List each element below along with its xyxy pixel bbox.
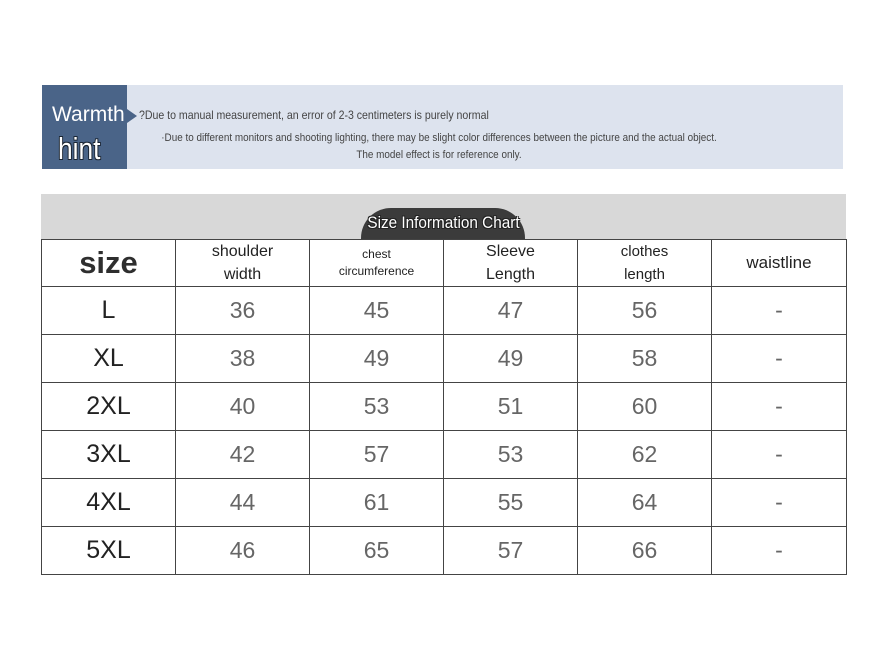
header-clothes-length: clothes length [578,240,712,287]
shoulder-cell: 38 [176,335,310,383]
table-row [42,431,847,479]
waist-cell: - [712,335,847,383]
arrow-right-icon [127,109,137,123]
sleeve-cell: 55 [444,479,578,527]
length-cell: 56 [578,287,712,335]
chest-cell: 49 [310,335,444,383]
header-sleeve-length: Sleeve Length [444,240,578,287]
chart-title: Size Information Chart [367,213,520,232]
badge-word-hint: hint [58,131,101,166]
sleeve-cell: 53 [444,431,578,479]
size-cell: 2XL [42,383,176,431]
length-cell: 58 [578,335,712,383]
warmth-hint-banner [42,85,843,169]
header-waistline: waistline [712,240,847,287]
shoulder-cell: 44 [176,479,310,527]
sleeve-cell: 51 [444,383,578,431]
waist-cell: - [712,383,847,431]
size-cell: 3XL [42,431,176,479]
size-cell: 5XL [42,527,176,575]
size-cell: 4XL [42,479,176,527]
shoulder-cell: 36 [176,287,310,335]
chest-cell: 45 [310,287,444,335]
shoulder-cell: 46 [176,527,310,575]
chest-cell: 53 [310,383,444,431]
length-cell: 60 [578,383,712,431]
table-row [42,287,847,335]
chart-header [41,194,846,240]
table-row [42,383,847,431]
header-chest-circumference: chest circumference [310,240,444,287]
table-row [42,479,847,527]
badge-word-warmth: Warmth [52,103,125,126]
size-cell: XL [42,335,176,383]
waist-cell: - [712,287,847,335]
size-cell: L [42,287,176,335]
length-cell: 64 [578,479,712,527]
table-row [42,527,847,575]
color-note: ·Due to different monitors and shooting lighting, there may be slight color differences between the picture and the actual object. The model effect is for reference only. [161,132,717,161]
chest-cell: 65 [310,527,444,575]
waist-cell: - [712,431,847,479]
chest-cell: 61 [310,479,444,527]
shoulder-cell: 42 [176,431,310,479]
waist-cell: - [712,527,847,575]
waist-cell: - [712,479,847,527]
header-size: size [42,240,176,287]
table-row [42,335,847,383]
table-header-row [42,240,847,287]
header-shoulder-width: shoulder width [176,240,310,287]
sleeve-cell: 49 [444,335,578,383]
length-cell: 62 [578,431,712,479]
length-cell: 66 [578,527,712,575]
sleeve-cell: 57 [444,527,578,575]
chest-cell: 57 [310,431,444,479]
shoulder-cell: 40 [176,383,310,431]
size-table [41,239,847,575]
measurement-note: ?Due to manual measurement, an error of 2-3 centimeters is purely normal [139,108,489,122]
warmth-hint-badge [42,85,127,169]
sleeve-cell: 47 [444,287,578,335]
